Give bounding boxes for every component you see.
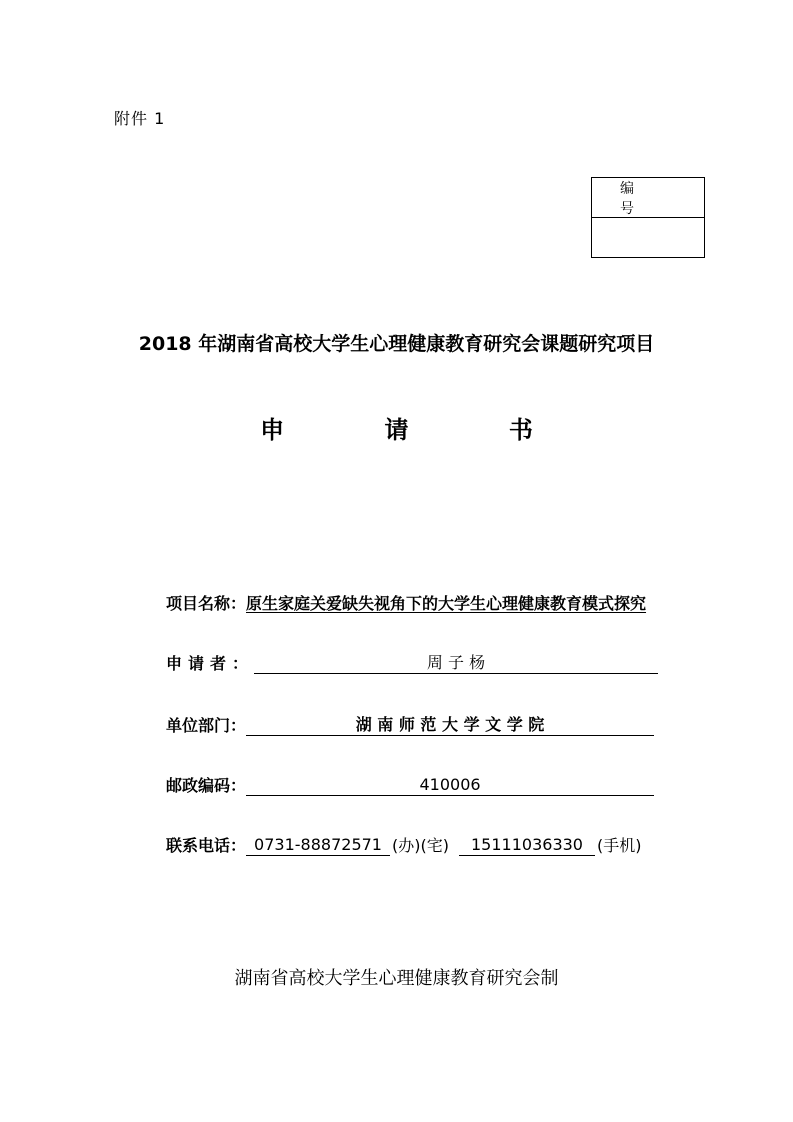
office-phone-field[interactable]: 0731-88872571 xyxy=(246,834,390,856)
unit-field[interactable]: 湖 南 师 范 大 学 文 学 院 xyxy=(246,714,654,736)
mobile-phone-suffix: (手机) xyxy=(597,836,642,855)
office-phone-suffix: (办)(宅) xyxy=(392,836,449,855)
serial-number-value[interactable] xyxy=(592,218,704,257)
applicant-row xyxy=(166,651,658,674)
postal-code-label: 邮政编码： xyxy=(166,776,247,795)
page-title: 2018 年湖南省高校大学生心理健康教育研究会课题研究项目 xyxy=(138,333,655,355)
project-name-label: 项目名称： xyxy=(166,594,247,613)
project-name-row xyxy=(166,591,646,614)
unit-label: 单位部门： xyxy=(166,716,247,735)
applicant-field[interactable]: 周 子 杨 xyxy=(254,652,658,674)
mobile-phone-field[interactable]: 15111036330 xyxy=(459,834,595,856)
attachment-label: 附件 1 xyxy=(114,109,166,128)
postal-code-row xyxy=(166,773,654,796)
issuer-footer: 湖南省高校大学生心理健康教育研究会制 xyxy=(234,968,559,989)
postal-code-field[interactable]: 410006 xyxy=(246,774,654,796)
project-name-value: 原生家庭关爱缺失视角下的大学生心理健康教育模式探究 xyxy=(246,594,647,613)
serial-number-label: 编 号 xyxy=(592,178,704,218)
phone-row xyxy=(166,833,644,856)
document-subtitle: 申 请 书 xyxy=(260,416,579,444)
serial-number-box xyxy=(591,177,705,258)
unit-row xyxy=(166,713,654,736)
applicant-label: 申请者： xyxy=(166,654,255,673)
phone-label: 联系电话： xyxy=(166,836,247,855)
